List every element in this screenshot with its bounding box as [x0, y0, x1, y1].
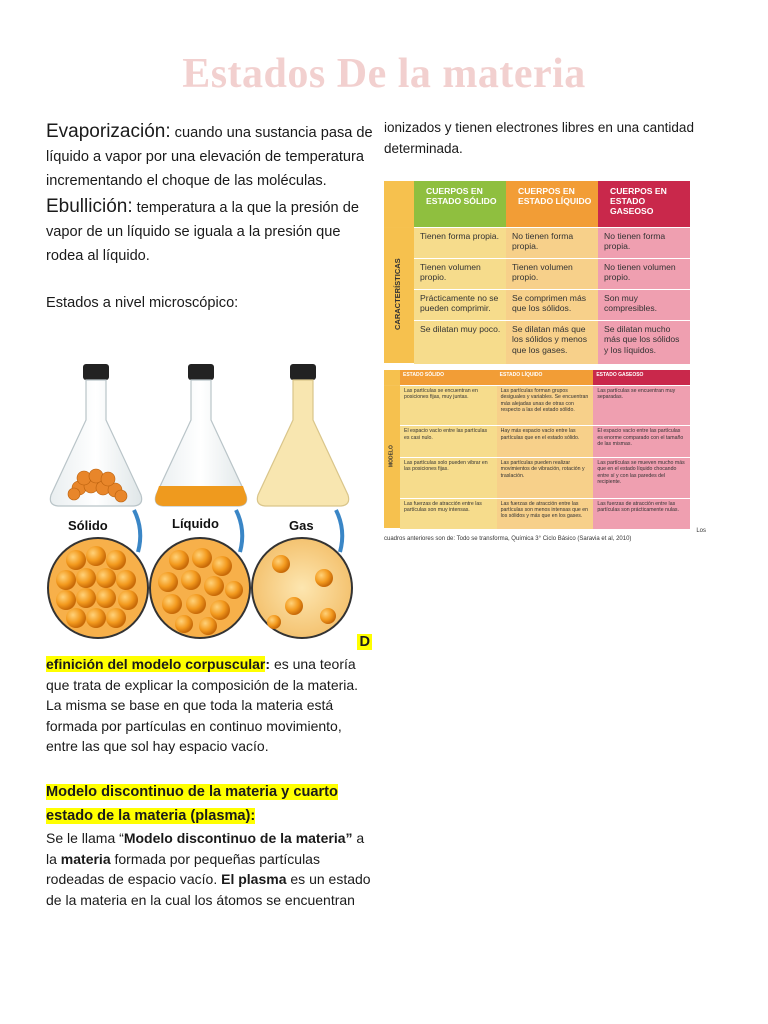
table-row: Prácticamente no se pueden comprimir. Se comprimen más que los sólidos. Son muy compresibles. [384, 289, 690, 320]
header-gas: ESTADO GASEOSO [593, 370, 690, 385]
liquid-flask [155, 364, 246, 506]
gas-flask [257, 364, 348, 506]
evaporizacion-paragraph [46, 120, 376, 193]
flask-label-liquido: Líquido [172, 516, 219, 531]
solid-particles-circle [48, 538, 148, 638]
definition-first-letter: D [359, 634, 370, 650]
header-solid: CUERPOS EN ESTADO SÓLIDO [414, 181, 506, 227]
left-column [46, 120, 376, 315]
caption-text: cuadros anteriores son de: Todo se transforma, Química 3° Ciclo Básico (Saravia et al, 2010) [384, 536, 632, 542]
modelo-heading-paragraph [46, 780, 376, 828]
right-column [384, 118, 714, 159]
table-row: Se dilatan muy poco. Se dilatan más que los sólidos y menos que los gases. Se dilatan mucho más que los sólidos y los líquidos. [384, 320, 690, 364]
continuation-text: ionizados y tienen electrones libres en una cantidad determinada. [384, 120, 694, 156]
table-row: Las fuerzas de atracción entre las partículas son muy intensas. Las fuerzas de atracción entre las partículas son menos intensas que en los sólidos y más que en los gases. Las fuerzas de atracción entre las partículas son prácticamente nulas. [384, 498, 690, 530]
liquid-particles-circle [150, 538, 250, 638]
flask-label-gas: Gas [289, 518, 314, 533]
modelo-block [46, 780, 376, 910]
model-table [384, 370, 690, 530]
ebullicion-term: Ebullición: [46, 196, 133, 217]
states-of-matter-illustration [46, 360, 356, 642]
table-row: Las partículas solo pueden vibrar en las posiciones fijas. Las partículas pueden realizar movimientos de vibración, rotación y traslación. Las partículas se mueven mucho más que en el estado líquido chocando entre sí y con las paredes del recipiente. [384, 457, 690, 498]
header-gas: CUERPOS EN ESTADO GASEOSO [598, 181, 690, 227]
ebullicion-paragraph [46, 195, 376, 268]
modelo-heading: Modelo discontinuo de la materia y cuarto estado de la materia (plasma): [46, 784, 338, 824]
header-liquid: ESTADO LÍQUIDO [497, 370, 594, 385]
modelo-paragraph: Se le llama “Modelo discontinuo de la materia” a la materia formada por pequeñas partículas rodeadas de espacio vacío. El plasma es un estado de la materia en la cual los átomos se encuentran [46, 830, 371, 908]
ebullicion-text: temperatura a la que la presión de vapor de un líquido se iguala a la presión que rodea al líquido. [46, 200, 359, 264]
header-liquid: CUERPOS EN ESTADO LÍQUIDO [506, 181, 598, 227]
table-row: MODELO Las partículas se encuentran en posiciones fijas, muy juntas. Las partículas forman grupos desiguales y variables. Se encuentran más alejadas unas de otras con respecto a las del estado sólido. Las partículas se encuentran muy separadas. [384, 385, 690, 426]
evaporizacion-text: cuando una sustancia pasa de líquido a vapor por una elevación de temperatura incrementando el choque de las moléculas. [46, 125, 373, 189]
side-label: CARACTERÍSTICAS [384, 227, 414, 364]
gas-particles-circle [252, 538, 352, 638]
caption-los: Los [696, 528, 706, 534]
header-solid: ESTADO SÓLIDO [400, 370, 497, 385]
microscopico-label: Estados a nivel microscópico: [46, 295, 239, 311]
table-row: Tienen volumen propio. Tienen volumen propio. No tienen volumen propio. [384, 258, 690, 289]
table-header-row [384, 370, 690, 385]
table-caption [384, 527, 706, 543]
definition-block [46, 630, 376, 757]
characteristics-table [384, 181, 690, 365]
solid-flask [50, 364, 141, 506]
definition-heading: efinición del modelo corpuscular [46, 656, 266, 672]
page-title: Estados De la materia [182, 51, 586, 97]
table-row: CARACTERÍSTICAS Tienen forma propia. No tienen forma propia. No tienen forma propia. [384, 227, 690, 258]
definition-text: es una teoría que trata de explicar la composición de la materia. La misma se base en que toda la materia está formada por partículas en continuo movimiento, entre las que sol hay espacio vacío. [46, 656, 359, 754]
side-label: MODELO [384, 385, 400, 529]
evaporizacion-term: Evaporización: [46, 121, 171, 142]
definition-paragraph: efinición del modelo corpuscular: es una teoría que trata de explicar la composición de la materia. La misma se base en que toda la materia está formada por partículas en continuo movimiento, entre las que sol hay espacio vacío. [46, 656, 359, 754]
flask-label-solido: Sólido [68, 518, 108, 533]
table-header-row [384, 181, 690, 227]
table-row: El espacio vacío entre las partículas es casi nulo. Hay más espacio vacío entre las partículas que en el estado sólido. El espacio vacío entre las partículas es enorme comparado con el tamaño de las mismas. [384, 426, 690, 457]
